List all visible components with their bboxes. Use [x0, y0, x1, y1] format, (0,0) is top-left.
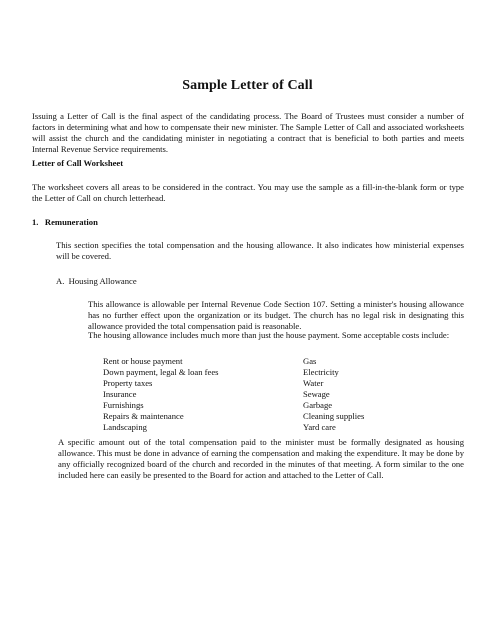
closing-paragraph: A specific amount out of the total compensation paid to the minister must be formally designated as housing allowance. This must be done in advance of earning the compensation and making the expenditure. It may be done by any officially recognized board of the church and recorded in the minutes of that meeting. A form similar to the one included here can easily be presented to the Board for action and attached to the Letter of Call. [58, 437, 464, 480]
worksheet-heading: Letter of Call Worksheet [32, 158, 124, 168]
subsection-a-heading: A. Housing Allowance [56, 276, 137, 286]
document-title: Sample Letter of Call [182, 78, 313, 93]
section-1-heading: 1. Remuneration [32, 217, 98, 227]
worksheet-paragraph: The worksheet covers all areas to be considered in the contract. You may use the sample as a fill-in-the-blank form or type the Letter of Call on church letterhead. [32, 182, 464, 203]
list-item: Landscaping Yard care [103, 422, 336, 432]
list-item: Furnishings Garbage [103, 400, 333, 410]
intro-paragraph: Issuing a Letter of Call is the final aspect of the candidating process. The Board of Trustees must consider a number of factors in determining what and how to compensate their new minister. The Sample Letter of Call and associated worksheets will assist the church and the candidating minister in negotiating a contract that is beneficial to both parties and meets Internal Revenue Service requirements. [32, 111, 464, 154]
acceptable-costs-list [103, 356, 383, 433]
list-item: Property taxes Water [103, 378, 324, 388]
list-item: Down payment, legal & loan fees Electricity [103, 367, 339, 377]
subsection-a-paragraph-2: The housing allowance includes much more than just the house payment. Some acceptable costs include: [88, 330, 450, 340]
section-1-paragraph: This section specifies the total compensation and the housing allowance. It also indicates how ministerial expenses will be covered. [56, 240, 464, 261]
subsection-a-paragraph-1: This allowance is allowable per Internal Revenue Code Section 107. Setting a minister's housing allowance has no further effect upon the organization or its budget. The church has no legal risk in designating this allowance provided the total compensation paid is reasonable. [88, 299, 464, 331]
list-item: Rent or house payment Gas [103, 356, 317, 366]
list-item: Insurance Sewage [103, 389, 330, 399]
list-item: Repairs & maintenance Cleaning supplies [103, 411, 365, 421]
